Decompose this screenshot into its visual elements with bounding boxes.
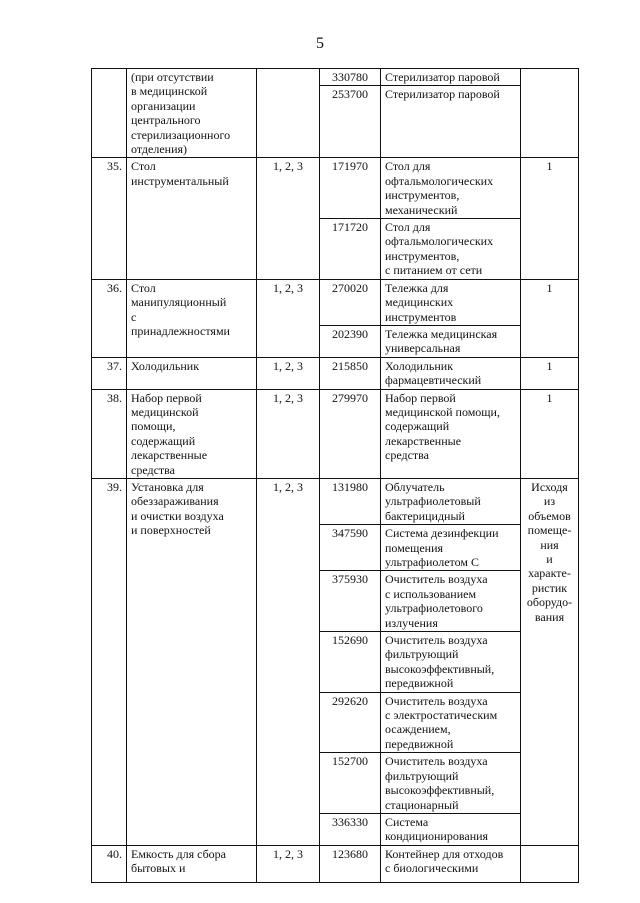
- quantity-cell: [521, 69, 579, 158]
- item-description: Стол для офтальмологических инструментов, с питанием от сети: [381, 219, 521, 280]
- item-description: Тележка медицинская универсальная: [381, 325, 521, 357]
- equipment-name: Стол инструментальный: [127, 158, 257, 279]
- quantity-cell: 1: [521, 389, 579, 478]
- item-description: Очиститель воздуха фильтрующий высокоэффективный, передвижной: [381, 632, 521, 693]
- item-code: 375930: [320, 571, 381, 632]
- quantity-cell: 1: [521, 158, 579, 279]
- item-code: 152690: [320, 632, 381, 693]
- table-row: [92, 279, 579, 325]
- category-cell: 1, 2, 3: [257, 389, 320, 478]
- table-row: [92, 158, 579, 219]
- item-description: Стол для офтальмологических инструментов, механический: [381, 158, 521, 219]
- category-cell: [257, 69, 320, 158]
- item-description: Контейнер для отходов с биологическими: [381, 845, 521, 882]
- item-code: 330780: [320, 69, 381, 86]
- item-code: 347590: [320, 525, 381, 571]
- item-code: 171720: [320, 219, 381, 280]
- item-code: 131980: [320, 478, 381, 524]
- row-number: 37.: [92, 357, 127, 389]
- row-number: 39.: [92, 478, 127, 845]
- row-number: 38.: [92, 389, 127, 478]
- category-cell: 1, 2, 3: [257, 478, 320, 845]
- table-row: [92, 69, 579, 86]
- item-description: Облучатель ультрафиолетовый бактерицидный: [381, 478, 521, 524]
- category-cell: 1, 2, 3: [257, 845, 320, 882]
- item-description: Система дезинфекции помещения ультрафиолетом С: [381, 525, 521, 571]
- item-code: 202390: [320, 325, 381, 357]
- equipment-name: Емкость для сбора бытовых и: [127, 845, 257, 882]
- item-code: 171970: [320, 158, 381, 219]
- item-description: Холодильник фармацевтический: [381, 357, 521, 389]
- table-row: [92, 389, 579, 478]
- category-cell: 1, 2, 3: [257, 357, 320, 389]
- quantity-cell: 1: [521, 357, 579, 389]
- item-description: Стерилизатор паровой: [381, 86, 521, 158]
- page-number: 5: [316, 35, 324, 52]
- item-description: Стерилизатор паровой: [381, 69, 521, 86]
- equipment-name: Набор первой медицинской помощи, содержащий лекарственные средства: [127, 389, 257, 478]
- equipment-name: Холодильник: [127, 357, 257, 389]
- item-description: Система кондиционирования: [381, 813, 521, 845]
- equipment-table: [91, 68, 579, 883]
- category-cell: 1, 2, 3: [257, 158, 320, 279]
- row-number: 40.: [92, 845, 127, 882]
- item-code: 336330: [320, 813, 381, 845]
- table-row: [92, 478, 579, 524]
- category-cell: 1, 2, 3: [257, 279, 320, 357]
- row-number: [92, 69, 127, 158]
- item-code: 292620: [320, 692, 381, 753]
- item-description: Очиститель воздуха с использованием ультрафиолетового излучения: [381, 571, 521, 632]
- item-description: Набор первой медицинской помощи, содержащий лекарственные средства: [381, 389, 521, 478]
- item-code: 152700: [320, 753, 381, 814]
- quantity-cell: Исходя из объемов помеще- ния и характе- ристик оборудо- вания: [521, 478, 579, 845]
- item-description: Тележка для медицинских инструментов: [381, 279, 521, 325]
- table-row: [92, 845, 579, 882]
- item-code: 279970: [320, 389, 381, 478]
- item-code: 215850: [320, 357, 381, 389]
- quantity-cell: [521, 845, 579, 882]
- table-row: [92, 357, 579, 389]
- equipment-name: Установка для обеззараживания и очистки воздуха и поверхностей: [127, 478, 257, 845]
- item-code: 123680: [320, 845, 381, 882]
- item-code: 270020: [320, 279, 381, 325]
- item-code: 253700: [320, 86, 381, 158]
- row-number: 35.: [92, 158, 127, 279]
- row-number: 36.: [92, 279, 127, 357]
- quantity-cell: 1: [521, 279, 579, 357]
- item-description: Очиститель воздуха фильтрующий высокоэффективный, стационарный: [381, 753, 521, 814]
- equipment-name: (при отсутствии в медицинской организации центрального стерилизационного отделения): [127, 69, 257, 158]
- item-description: Очиститель воздуха с электростатическим осаждением, передвижной: [381, 692, 521, 753]
- equipment-name: Стол манипуляционный с принадлежностями: [127, 279, 257, 357]
